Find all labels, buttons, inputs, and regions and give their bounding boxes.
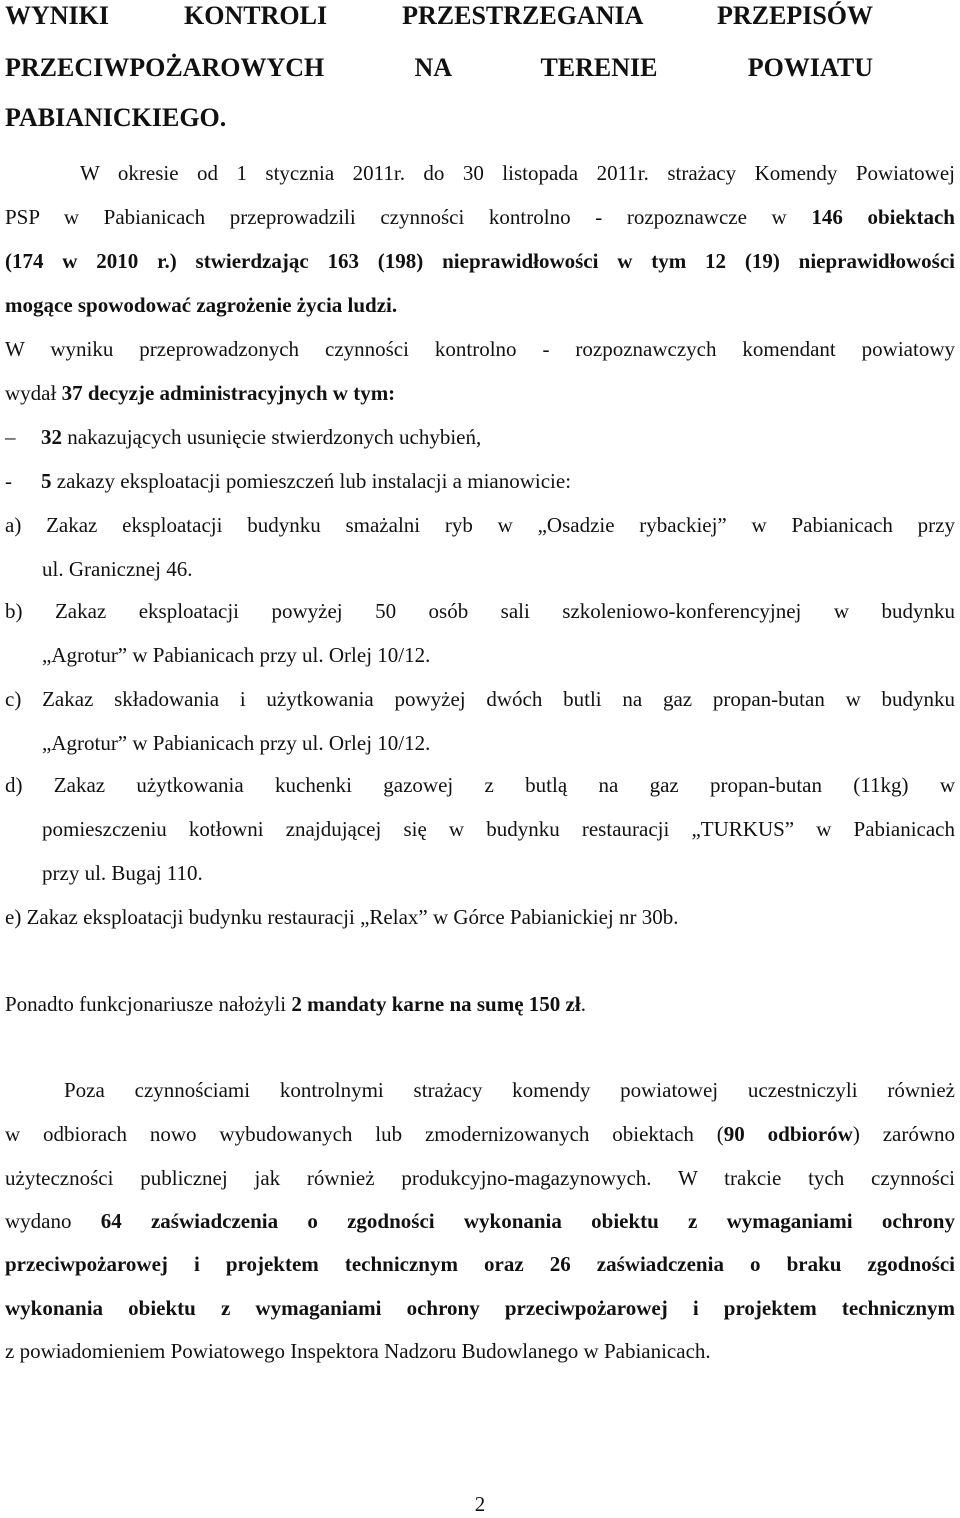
orders-count: 32 bbox=[41, 425, 62, 449]
mandates-amount: 2 mandaty karne na sumę 150 zł bbox=[291, 992, 581, 1016]
title-line-1: WYNIKI KONTROLI PRZESTRZEGANIA PRZEPISÓW bbox=[5, 1, 873, 30]
final-line-3: użyteczności publicznej jak również produkcyjno-magazynowych. W trakcie tych czynności bbox=[5, 1166, 955, 1190]
mandates-paragraph bbox=[5, 990, 955, 1018]
acceptances-count: 90 odbiorów bbox=[723, 1122, 853, 1146]
item-d-line-2: pomieszczeniu kotłowni znajdującej się w budynku restauracji „TURKUS” w Pabianicach bbox=[42, 817, 955, 841]
intro-line-1: W okresie od 1 stycznia 2011r. do 30 listopada 2011r. strażacy Komendy Powiatowej bbox=[80, 161, 955, 185]
bans-text: zakazy eksploatacji pomieszczeń lub instalacji a mianowicie: bbox=[51, 469, 572, 493]
bans-count: 5 bbox=[41, 469, 52, 493]
list-item-orders bbox=[5, 423, 955, 451]
intro-line-2 bbox=[5, 203, 955, 231]
title-line-3: PABIANICKIEGO. bbox=[5, 103, 227, 132]
intro-line-2-text: PSP w Pabianicach przeprowadzili czynności kontrolno - rozpoznawcze w bbox=[5, 205, 812, 229]
title-line-2: PRZECIWPOŻAROWYCH NA TERENIE POWIATU bbox=[5, 53, 873, 82]
intro-line-5: W wyniku przeprowadzonych czynności kontrolno - rozpoznawczych komendant powiatowy bbox=[5, 337, 955, 361]
mandates-period: . bbox=[580, 992, 586, 1016]
item-a-line-2: ul. Granicznej 46. bbox=[42, 557, 193, 581]
decisions-count: 37 decyzje administracyjnych w tym: bbox=[61, 381, 396, 405]
intro-line-3-text: ) stwierdzając 163 (198) nieprawidłowości w tym 12 (19) nieprawidłowości bbox=[169, 249, 955, 273]
hyphen-marker: - bbox=[5, 469, 12, 493]
intro-line-4: mogące spowodować zagrożenie życia ludzi. bbox=[5, 293, 398, 317]
dash-marker: – bbox=[5, 425, 16, 449]
orders-text: nakazujących usunięcie stwierdzonych uchybień, bbox=[62, 425, 482, 449]
intro-objects-count: 146 obiektach bbox=[811, 205, 955, 229]
item-b-line-2: „Agrotur” w Pabianicach przy ul. Orlej 10/12. bbox=[42, 643, 431, 667]
item-c-line-2: „Agrotur” w Pabianicach przy ul. Orlej 10/12. bbox=[42, 731, 431, 755]
item-c-line-1: c) Zakaz składowania i użytkowania powyżej dwóch butli na gaz propan-butan w budynku bbox=[5, 687, 955, 711]
item-a-line-1: a) Zakaz eksploatacji budynku smażalni ryb w „Osadzie rybackiej” w Pabianicach przy bbox=[5, 513, 955, 537]
intro-line-6-text: wydał bbox=[5, 381, 62, 405]
final-line-7: z powiadomieniem Powiatowego Inspektora Nadzoru Budowlanego w Pabianicach. bbox=[5, 1339, 711, 1363]
intro-line-3-year: (174 w 2010 r. bbox=[5, 249, 170, 273]
list-item-bans bbox=[5, 467, 955, 495]
item-e-line-1: e) Zakaz eksploatacji budynku restauracji „Relax” w Górce Pabianickiej nr 30b. bbox=[5, 905, 679, 929]
item-d-line-3: przy ul. Bugaj 110. bbox=[42, 861, 203, 885]
final-line-2-end: ) zarówno bbox=[852, 1122, 955, 1146]
item-d-line-1: d) Zakaz użytkowania kuchenki gazowej z butlą na gaz propan-butan (11kg) w bbox=[5, 773, 955, 797]
intro-line-6 bbox=[5, 379, 955, 407]
intro-line-3 bbox=[5, 247, 955, 275]
item-b-line-1: b) Zakaz eksploatacji powyżej 50 osób sali szkoleniowo-konferencyjnej w budynku bbox=[5, 599, 955, 623]
final-line-6: wykonania obiektu z wymaganiami ochrony przeciwpożarowej i projektem technicznym bbox=[5, 1296, 955, 1320]
certificates-compliance: 64 zaświadczenia o zgodności wykonania obiektu z wymaganiami ochrony bbox=[100, 1209, 955, 1233]
final-line-4-text: wydano bbox=[5, 1209, 101, 1233]
final-line-4 bbox=[5, 1207, 955, 1235]
final-line-5: przeciwpożarowej i projektem technicznym oraz 26 zaświadczenia o braku zgodności bbox=[5, 1252, 955, 1276]
final-line-2 bbox=[5, 1120, 955, 1148]
page-number: 2 bbox=[474, 1492, 486, 1516]
final-line-2-text: w odbiorach nowo wybudowanych lub zmodernizowanych obiektach ( bbox=[5, 1122, 724, 1146]
final-line-1: Poza czynnościami kontrolnymi strażacy komendy powiatowej uczestniczyli również bbox=[64, 1078, 955, 1102]
mandates-text: Ponadto funkcjonariusze nałożyli bbox=[5, 992, 292, 1016]
